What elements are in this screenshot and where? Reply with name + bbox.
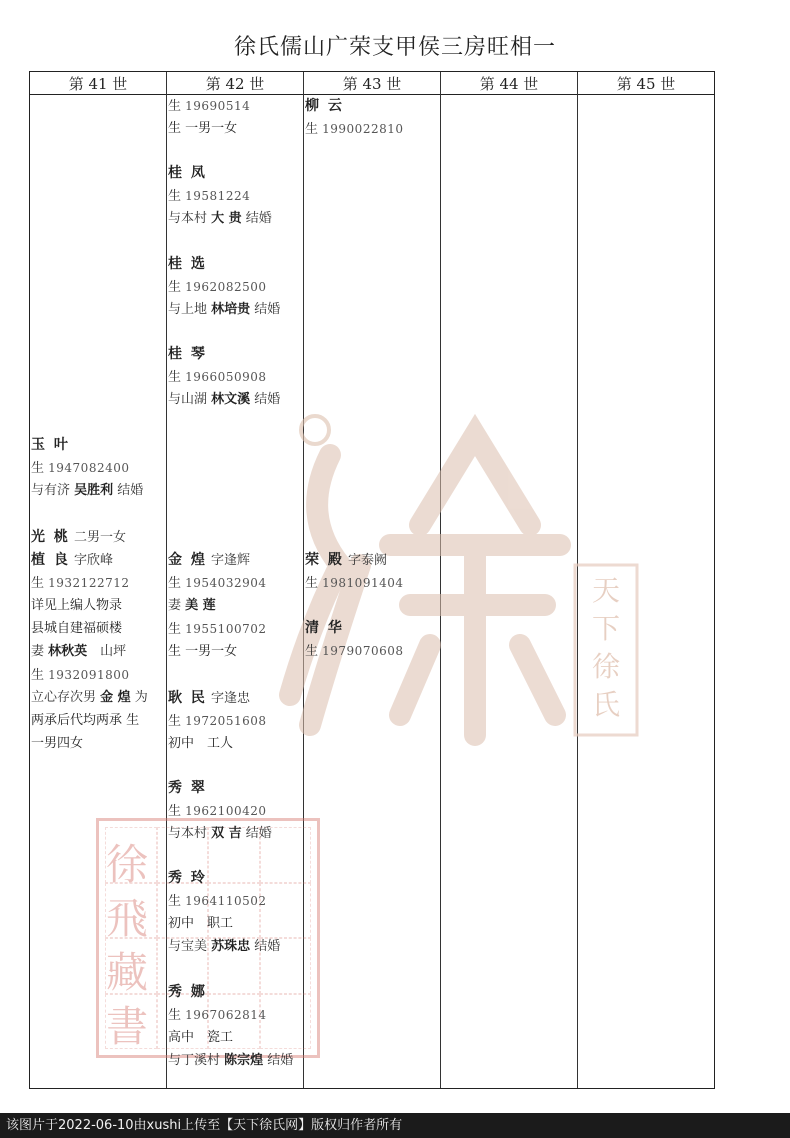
birth-date: 1990022810 — [322, 122, 404, 136]
entry-prefix: 生 — [168, 189, 186, 204]
c2-entry-line — [168, 389, 280, 411]
entry-prefix: 生 — [305, 644, 323, 659]
person-name: 荣 殿 — [305, 552, 344, 568]
entry-prefix: 生 — [168, 804, 186, 819]
c2-entry-line — [168, 595, 216, 617]
entry-text: 县城自建福硕楼 — [31, 621, 123, 636]
c2-entry-line — [168, 777, 207, 800]
person-name: 光 桃 — [31, 529, 70, 545]
entry-prefix: 生 — [168, 99, 186, 114]
birth-date: 19690514 — [185, 99, 251, 113]
entry-suffix: 为 — [130, 690, 148, 705]
c3-entry-line — [305, 549, 387, 572]
entry-suffix: 结婚 — [250, 939, 281, 954]
c2-entry-line — [168, 733, 233, 755]
entry-text: 初中 职工 — [168, 916, 234, 931]
c2-entry-line — [168, 299, 280, 321]
c2-entry-line — [168, 913, 233, 935]
person-name: 秀 玲 — [168, 870, 207, 886]
birth-date: 1967062814 — [185, 1008, 267, 1022]
svg-text:徐: 徐 — [105, 840, 149, 889]
birth-date: 1954032904 — [185, 576, 267, 590]
footer-copyright: 该图片于2022-06-10由xushi上传至【天下徐氏网】版权归作者所有 — [0, 1113, 790, 1138]
c1-entry-line — [31, 687, 148, 709]
column-header-41: 第 41 世 — [68, 75, 128, 93]
birth-date: 1966050908 — [185, 370, 267, 384]
c1-entry-line — [31, 618, 122, 640]
entry-prefix: 生 — [168, 576, 186, 591]
c2-entry-line — [168, 1050, 293, 1072]
spouse-name: 苏珠忠 — [211, 939, 251, 954]
spouse-name: 林文溪 — [211, 392, 251, 407]
entry-text: 初中 工人 — [168, 736, 234, 751]
svg-text:藏: 藏 — [105, 948, 149, 997]
entry-text: 详见上编人物录 — [31, 598, 123, 613]
entry-suffix: 结婚 — [250, 392, 281, 407]
entry-prefix: 与宝美 — [168, 939, 212, 954]
c2-entry-line — [168, 185, 250, 208]
svg-text:天: 天 — [591, 574, 621, 607]
entry-text: 生 一男一女 — [168, 644, 238, 659]
person-name: 秀 娜 — [168, 984, 207, 1000]
entry-suffix: 结婚 — [250, 302, 281, 317]
person-name: 耿 民 — [168, 690, 207, 706]
entry-prefix: 与丁溪村 — [168, 1053, 225, 1068]
entry-prefix: 妻 — [168, 598, 186, 613]
c2-entry-line — [168, 890, 267, 913]
person-name: 桂 凤 — [168, 165, 207, 181]
entry-suffix: 结婚 — [263, 1053, 294, 1068]
entry-suffix: 山坪 — [87, 644, 127, 659]
c2-entry-line — [168, 366, 267, 389]
c2-entry-line — [168, 867, 207, 890]
entry-prefix: 妻 — [31, 644, 49, 659]
spouse-name: 陈宗煌 — [224, 1053, 264, 1068]
birth-date: 1932091800 — [48, 668, 130, 682]
entry-suffix: 字逢辉 — [206, 553, 251, 568]
birth-date: 19581224 — [185, 189, 251, 203]
c2-entry-line — [168, 1027, 233, 1049]
c2-entry-line — [168, 1004, 267, 1027]
birth-date: 1962082500 — [185, 280, 267, 294]
entry-prefix: 生 — [168, 280, 186, 295]
entry-prefix: 生 — [168, 714, 186, 729]
entry-prefix: 生 — [305, 576, 323, 591]
svg-text:飛: 飛 — [105, 894, 149, 943]
c3-entry-line — [305, 640, 404, 663]
entry-suffix: 字逢忠 — [206, 691, 251, 706]
spouse-name: 吴胜利 — [74, 483, 114, 498]
page-title: 徐氏儒山广荣支甲侯三房旺相一 — [233, 35, 556, 60]
entry-prefix: 立心存次男 — [31, 690, 101, 705]
c1-entry-line — [31, 641, 126, 663]
person-name: 植 良 — [31, 552, 70, 568]
entry-suffix: 结婚 — [113, 483, 144, 498]
svg-text:書: 書 — [105, 1002, 149, 1051]
svg-text:氏: 氏 — [591, 688, 621, 721]
c2-entry-line — [168, 162, 207, 185]
c3-entry-line — [305, 617, 344, 640]
entry-prefix: 生 — [168, 370, 186, 385]
column-header-45: 第 45 世 — [616, 75, 676, 93]
c1-entry-line — [31, 710, 139, 732]
person-name: 秀 翠 — [168, 780, 207, 796]
person-name: 清 华 — [305, 620, 344, 636]
c2-entry-line — [168, 95, 250, 118]
entry-prefix: 生 — [168, 1008, 186, 1023]
c1-entry-line — [31, 526, 126, 549]
c2-entry-line — [168, 208, 272, 230]
c2-entry-line — [168, 800, 267, 823]
entry-suffix: 结婚 — [241, 826, 272, 841]
entry-text: 高中 瓷工 — [168, 1030, 234, 1045]
column-header-43: 第 43 世 — [342, 75, 402, 93]
entry-prefix: 生 — [31, 461, 49, 476]
spouse-name: 林培贵 — [211, 302, 251, 317]
spouse-name: 金 煌 — [100, 690, 131, 705]
spouse-name: 美 莲 — [185, 598, 216, 613]
entry-prefix: 生 — [31, 668, 49, 683]
c3-entry-line — [305, 95, 344, 118]
c2-entry-line — [168, 276, 267, 299]
c3-entry-line — [305, 572, 404, 595]
c2-entry-line — [168, 687, 250, 710]
entry-suffix: 字欣峰 — [69, 553, 114, 568]
svg-text:下: 下 — [591, 612, 621, 645]
c1-entry-line — [31, 457, 130, 480]
birth-date: 1962100420 — [185, 804, 267, 818]
entry-suffix: 结婚 — [241, 211, 272, 226]
birth-date: 1979070608 — [322, 644, 404, 658]
c2-entry-line — [168, 981, 207, 1004]
c1-entry-line — [31, 480, 143, 502]
c2-entry-line — [168, 118, 237, 140]
c2-entry-line — [168, 618, 267, 641]
c1-entry-line — [31, 733, 83, 755]
c1-entry-line — [31, 595, 122, 617]
entry-suffix: 二男一女 — [69, 530, 127, 545]
entry-prefix: 与本村 — [168, 211, 212, 226]
c2-entry-line — [168, 823, 272, 845]
entry-prefix: 生 — [305, 122, 323, 137]
entry-suffix: 字泰阙 — [343, 553, 388, 568]
entry-text: 两承后代均两承 生 — [31, 713, 140, 728]
entry-prefix: 生 — [168, 622, 186, 637]
c1-entry-line — [31, 549, 113, 572]
c2-entry-line — [168, 710, 267, 733]
person-name: 桂 选 — [168, 256, 207, 272]
c2-entry-line — [168, 936, 280, 958]
birth-date: 1981091404 — [322, 576, 404, 590]
birth-date: 1972051608 — [185, 714, 267, 728]
birth-date: 1955100702 — [185, 622, 267, 636]
c1-entry-line — [31, 664, 130, 687]
c1-entry-line — [31, 572, 130, 595]
person-name: 金 煌 — [168, 552, 207, 568]
svg-text:徐: 徐 — [591, 650, 621, 683]
c2-entry-line — [168, 253, 207, 276]
c2-entry-line — [168, 549, 250, 572]
person-name: 柳 云 — [305, 98, 344, 114]
person-name: 桂 琴 — [168, 346, 207, 362]
c2-entry-line — [168, 572, 267, 595]
entry-prefix: 与有济 — [31, 483, 75, 498]
birth-date: 1932122712 — [48, 576, 130, 590]
entry-text: 一男四女 — [31, 736, 84, 751]
spouse-name: 双 吉 — [211, 826, 242, 841]
person-name: 玉 叶 — [31, 437, 70, 453]
birth-date: 1964110502 — [185, 894, 267, 908]
entry-text: 生 一男一女 — [168, 121, 238, 136]
entry-prefix: 生 — [31, 576, 49, 591]
entry-prefix: 与上地 — [168, 302, 212, 317]
entry-prefix: 与本村 — [168, 826, 212, 841]
column-header-42: 第 42 世 — [205, 75, 265, 93]
column-header-44: 第 44 世 — [479, 75, 539, 93]
c3-entry-line — [305, 118, 404, 141]
entry-prefix: 与山湖 — [168, 392, 212, 407]
c1-entry-line — [31, 434, 70, 457]
entry-prefix: 生 — [168, 894, 186, 909]
spouse-name: 大 贵 — [211, 211, 242, 226]
spouse-name: 林秋英 — [48, 644, 88, 659]
birth-date: 1947082400 — [48, 461, 130, 475]
c2-entry-line — [168, 641, 237, 663]
c2-entry-line — [168, 343, 207, 366]
